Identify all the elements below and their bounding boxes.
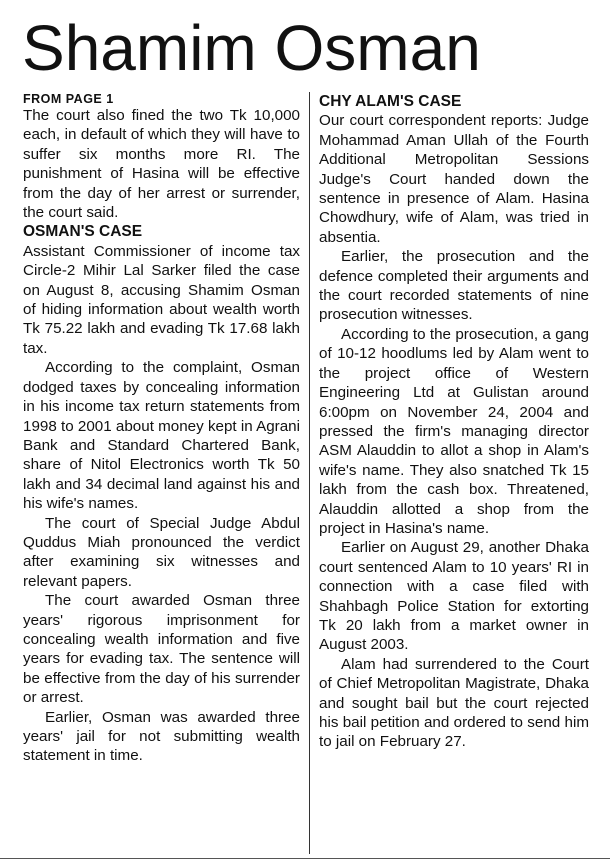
right-column xyxy=(319,92,589,752)
kicker-from-page: FROM PAGE 1 xyxy=(23,92,114,106)
paragraph: The court also fined the two Tk 10,000 each, in default of which they will have to suffer six months more RI. The punishment of Hasina will be effective from the day of her arrest or surrender, the court said. xyxy=(23,107,300,222)
paragraph: The court of Special Judge Abdul Quddus Miah pronounced the verdict after examining six witnesses and relevant papers. xyxy=(23,514,300,590)
paragraph: Alam had surrendered to the Court of Chief Metropolitan Magistrate, Dhaka and sought bail but the court rejected his bail petition and ordered to send him to jail on February 27. xyxy=(319,655,589,751)
subhead-osmans-case: OSMAN'S CASE xyxy=(23,223,143,241)
paragraph: Our court correspondent reports: Judge Mohammad Aman Ullah of the Fourth Additional Metropolitan Sessions Judge's Court handed down the sentence in presence of Alam. Hasina Chowdhury, wife of Alam, was tried in absentia. xyxy=(319,112,589,246)
column-divider xyxy=(309,92,310,854)
paragraph: Earlier, the prosecution and the defence completed their arguments and the court recorded statements of nine prosecution witnesses. xyxy=(319,248,589,324)
paragraph: According to the complaint, Osman dodged taxes by concealing information in his income tax return statements from 1998 to 2001 about money kept in Agrani Bank and Standard Chartered Bank, share of Nitol Electronics worth Tk 50 lakh and 34 decimal land against his and his wife's names. xyxy=(23,359,300,513)
headline: Shamim Osman xyxy=(22,12,481,84)
paragraph: Earlier, Osman was awarded three years' jail for not submitting wealth statement in time. xyxy=(23,708,300,765)
paragraph: The court awarded Osman three years' rigorous imprisonment for concealing wealth information and five years for evading tax. The sentence will be effective from the day of his surrender or arrest. xyxy=(23,592,300,707)
left-column xyxy=(23,92,300,766)
paragraph: Earlier on August 29, another Dhaka court sentenced Alam to 10 years' RI in connection with a case filed with Shahbagh Police Station for extorting Tk 20 lakh from a market owner in August 2003. xyxy=(319,539,589,654)
subhead-chy-alams-case: CHY ALAM'S CASE xyxy=(319,93,462,110)
bottom-rule xyxy=(0,858,610,859)
paragraph: Assistant Commissioner of income tax Circle-2 Mihir Lal Sarker filed the case on August 8, accusing Shamim Osman of hiding information about wealth worth Tk 75.22 lakh and evading Tk 17.68 lakh tax. xyxy=(23,242,300,357)
paragraph: According to the prosecution, a gang of 10-12 hoodlums led by Alam went to the project office of Western Engineering Ltd at Gulistan around 6:00pm on November 24, 2004 and pressed the firm's managing director ASM Alauddin to allot a shop in Alam's wife's name. They also snatched Tk 15 lakh from the cash box. Threatened, Alauddin allotted a shop from the project in Hasina's name. xyxy=(319,325,589,537)
